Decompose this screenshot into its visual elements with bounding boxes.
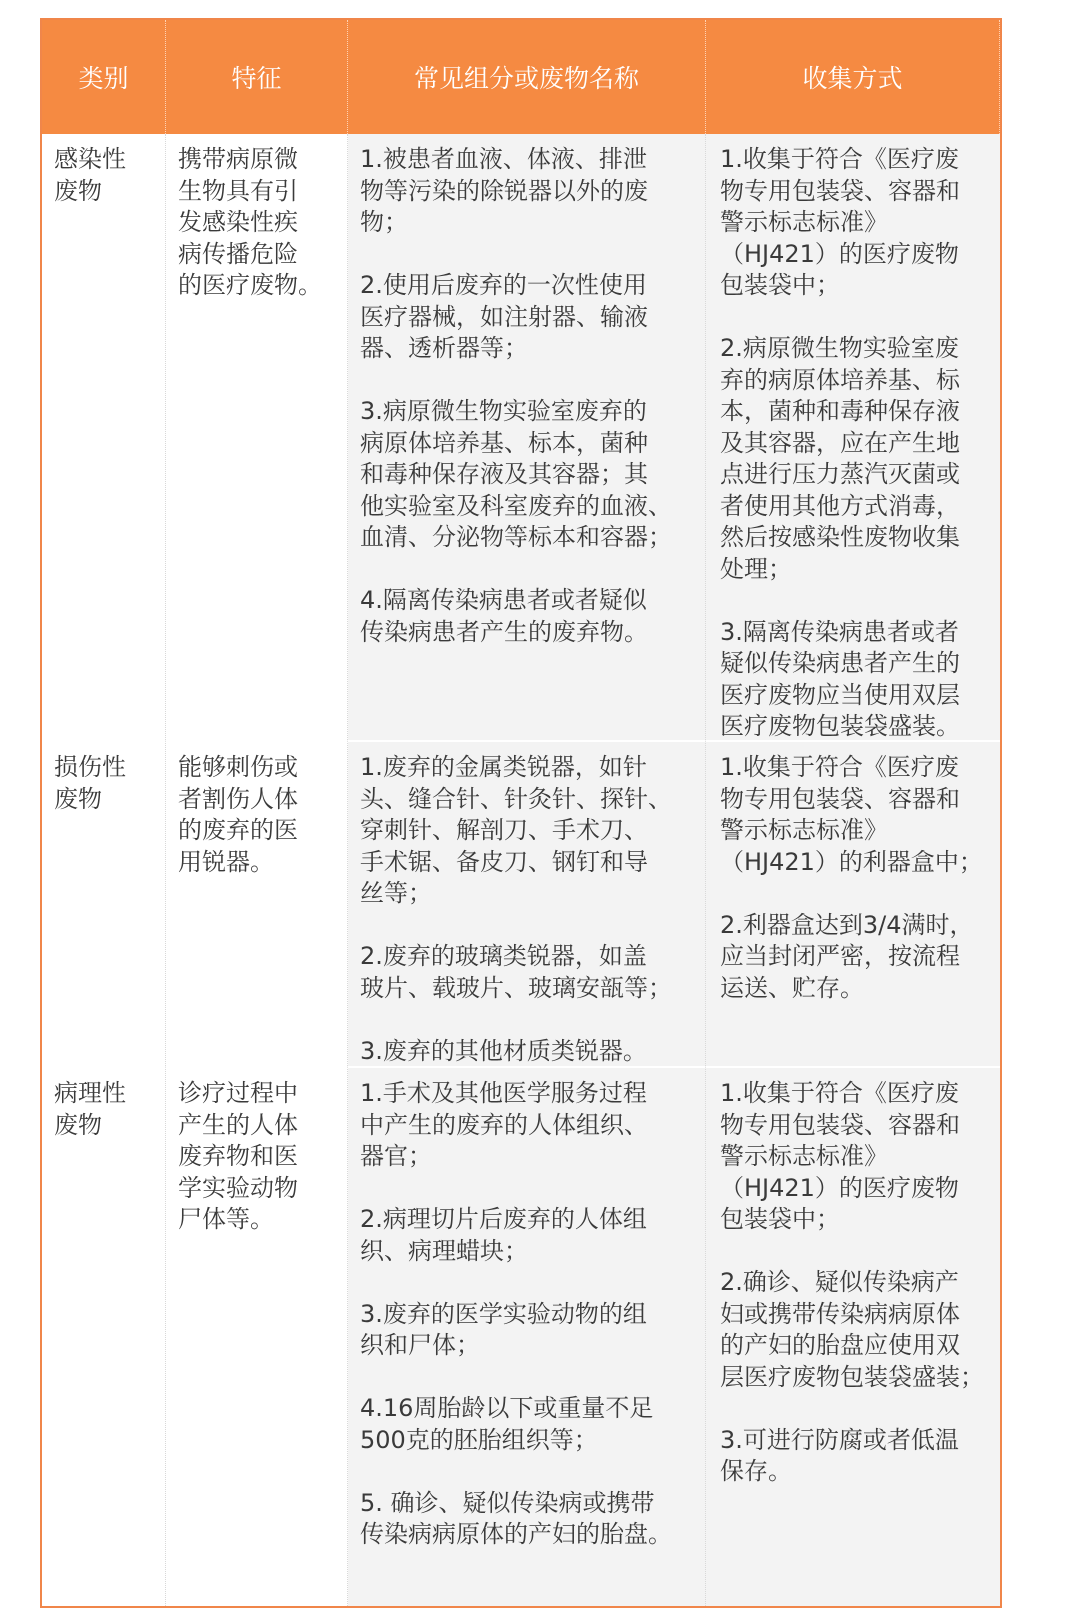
item-text: 3.病原微生物实验室废弃的 病原体培养基、标本，菌种 和毒种保存液及其容器；其 他实验室及科室废弃的血液、 血清、分泌物等标本和容器； bbox=[360, 397, 672, 551]
feature-text: 携带病原微 生物具有引 发感染性疾 病传播危险 的医疗废物。 bbox=[178, 145, 322, 299]
item-text: 4.隔离传染病患者或者疑似 传染病患者产生的废弃物。 bbox=[360, 586, 648, 646]
row-2-items bbox=[348, 740, 706, 1066]
collection-text: 1.收集于符合《医疗废 物专用包装袋、容器和 警示标志标准》 （HJ421）的医疗废物 包装袋中； bbox=[720, 145, 960, 299]
header-category: 类别 bbox=[42, 20, 166, 134]
item-text: 3.废弃的医学实验动物的组 织和尸体； bbox=[360, 1299, 647, 1359]
row-2-collection bbox=[706, 740, 1000, 1066]
row-3-items bbox=[348, 1066, 706, 1606]
item-text: 1.废弃的金属类锐器，如针 头、缝合针、针灸针、探针、 穿刺针、解剖刀、手术刀、 手术锯、备皮刀、钢钉和导 丝等； bbox=[360, 753, 672, 907]
collection-text: 2.病原微生物实验室废 弃的病原体培养基、标 本，菌种和毒种保存液 及其容器，应在产生地 点进行压力蒸汽灭菌或 者使用其他方式消毒， 然后按感染性废物收集 处理； bbox=[720, 334, 960, 583]
item-text: 1.被患者血液、体液、排泄 物等污染的除锐器以外的废 物； bbox=[360, 145, 648, 236]
row-3-feature bbox=[166, 1066, 348, 1606]
category-text: 感染性 废物 bbox=[54, 145, 126, 205]
item-text: 3.废弃的其他材质类锐器。 bbox=[360, 1036, 647, 1065]
category-text: 病理性 废物 bbox=[54, 1079, 126, 1139]
item-text: 4.16周胎龄以下或重量不足 500克的胚胎组织等； bbox=[360, 1394, 654, 1454]
row-1-collection bbox=[706, 134, 1000, 740]
row-2-category bbox=[42, 740, 166, 1066]
row-2-feature bbox=[166, 740, 348, 1066]
row-1-items bbox=[348, 134, 706, 740]
header-collection: 收集方式 bbox=[706, 20, 1000, 134]
collection-text: 2.利器盒达到3/4满时， 应当封闭严密，按流程 运送、贮存。 bbox=[720, 910, 974, 1002]
feature-text: 诊疗过程中 产生的人体 废弃物和医 学实验动物 尸体等。 bbox=[178, 1079, 298, 1233]
item-text: 1.手术及其他医学服务过程 中产生的废弃的人体组织、 器官； bbox=[360, 1079, 648, 1170]
collection-text: 3.隔离传染病患者或者 疑似传染病患者产生的 医疗废物应当使用双层 医疗废物包装袋盛装。 bbox=[720, 617, 960, 740]
header-items: 常见组分或废物名称 bbox=[348, 20, 706, 134]
row-1-feature bbox=[166, 134, 348, 740]
collection-text: 3.可进行防腐或者低温 保存。 bbox=[720, 1425, 959, 1485]
collection-text: 2.确诊、疑似传染病产 妇或携带传染病病原体 的产妇的胎盘应使用双 层医疗废物包装袋盛装； bbox=[720, 1268, 984, 1391]
item-text: 2.使用后废弃的一次性使用 医疗器械，如注射器、输液 器、透析器等； bbox=[360, 271, 648, 362]
item-text: 2.废弃的玻璃类锐器，如盖 玻片、载玻片、玻璃安瓿等； bbox=[360, 942, 672, 1002]
collection-text: 1.收集于符合《医疗废 物专用包装袋、容器和 警示标志标准》 （HJ421）的利器盒中； bbox=[720, 753, 983, 876]
collection-text: 1.收集于符合《医疗废 物专用包装袋、容器和 警示标志标准》 （HJ421）的医疗废物 包装袋中； bbox=[720, 1079, 960, 1233]
row-1-category bbox=[42, 134, 166, 740]
item-text: 2.病理切片后废弃的人体组 织、病理蜡块； bbox=[360, 1205, 647, 1265]
header-feature: 特征 bbox=[166, 20, 348, 134]
row-3-category bbox=[42, 1066, 166, 1606]
feature-text: 能够刺伤或 者割伤人体 的废弃的医 用锐器。 bbox=[178, 753, 298, 876]
category-text: 损伤性 废物 bbox=[54, 753, 126, 813]
row-3-collection bbox=[706, 1066, 1000, 1606]
item-text: 5. 确诊、疑似传染病或携带 传染病病原体的产妇的胎盘。 bbox=[360, 1488, 672, 1548]
medical-waste-table bbox=[40, 18, 1002, 1608]
